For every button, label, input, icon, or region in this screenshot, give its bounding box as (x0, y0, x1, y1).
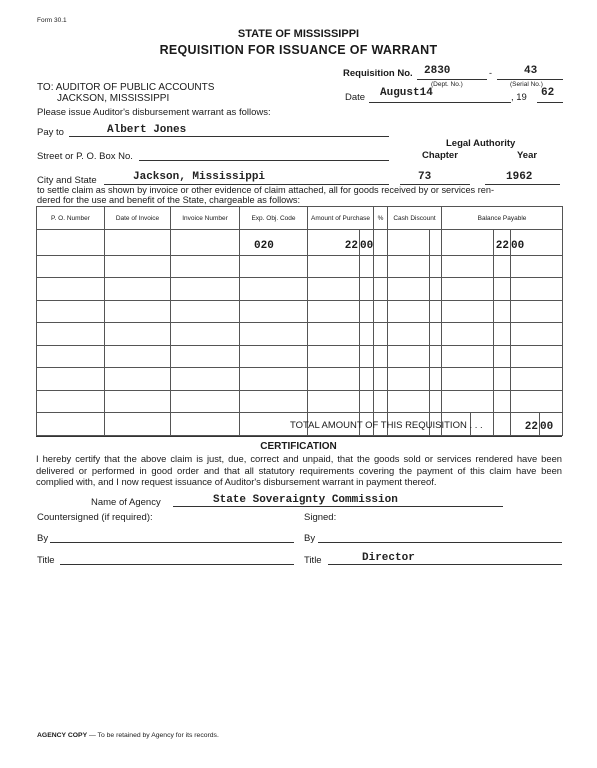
city-value[interactable]: Jackson, Mississippi (133, 171, 266, 183)
agency-value[interactable]: State Soveraignty Commission (213, 494, 398, 506)
agency-label: Name of Agency (91, 497, 161, 508)
page-title: REQUISITION FOR ISSUANCE OF WARRANT (159, 43, 438, 57)
to-line-2: JACKSON, MISSISSIPPI (57, 93, 170, 104)
requisition-label: Requisition No. (343, 68, 413, 79)
amount-dollars-cell[interactable]: 22 (308, 230, 360, 256)
title-line-right[interactable] (328, 564, 562, 565)
serial-number-label: (Serial No.) (510, 81, 543, 88)
requisition-dash: - (489, 68, 492, 78)
table-row (37, 323, 563, 346)
dept-number-value[interactable]: 2830 (424, 65, 451, 77)
date-year-value[interactable]: 62 (541, 87, 555, 99)
city-label: City and State (37, 175, 97, 186)
table-row (37, 278, 563, 301)
year-label: Year (517, 150, 538, 161)
total-cents[interactable]: 00 (540, 421, 554, 433)
title-right-value[interactable]: Director (362, 552, 415, 564)
street-label: Street or P. O. Box No. (37, 151, 133, 162)
title-label-left: Title (37, 555, 55, 566)
amount-cents-cell[interactable]: 00 (360, 230, 374, 256)
table-row (37, 230, 563, 256)
title-line-left[interactable] (60, 564, 294, 565)
header-exp-obj-code: Exp. Obj. Code (240, 207, 308, 230)
pay-to-value[interactable]: Albert Jones (107, 124, 187, 136)
exp-code-cell[interactable]: 020 (240, 230, 308, 256)
state-heading: STATE OF MISSISSIPPI (237, 28, 360, 40)
date-value[interactable]: August14 (380, 87, 433, 99)
countersigned-label: Countersigned (if required): (37, 512, 153, 523)
legal-year-value[interactable]: 1962 (506, 171, 533, 183)
chapter-label: Chapter (422, 150, 458, 161)
header-balance-payable: Balance Payable (442, 207, 563, 230)
table-row (37, 300, 563, 323)
by-label-right: By (304, 533, 316, 544)
form-number: Form 30.1 (37, 17, 67, 24)
total-bottom-rule (36, 436, 562, 437)
table-header-row (37, 207, 563, 230)
table-row (37, 368, 563, 391)
header-invoice-number: Invoice Number (171, 207, 240, 230)
table-row (37, 345, 563, 368)
by-label-left: By (37, 533, 49, 544)
header-percent: % (374, 207, 388, 230)
title-label-right: Title (304, 555, 322, 566)
agency-copy-note: — To be retained by Agency for its records. (87, 732, 219, 739)
header-cash-discount: Cash Discount (388, 207, 442, 230)
balance-dollars-cell[interactable]: 22 (494, 230, 511, 256)
header-date-of-invoice: Date of Invoice (105, 207, 171, 230)
certification-text: I hereby certify that the above claim is just, due, correct and unpaid, that the goods sold or services rendered have been delivered or performed in good order and that all statutory requirements covering the payment of this claim have been complied with, and I now request issuance of Auditor's disbursement warrant in payment thereof. (36, 453, 562, 488)
certification-heading: CERTIFICATION (260, 441, 337, 452)
header-po-number: P. O. Number (37, 207, 105, 230)
year-prefix: , 19 (511, 92, 527, 103)
pay-to-label: Pay to (37, 127, 64, 138)
table-row (37, 390, 563, 413)
serial-number-value[interactable]: 43 (524, 65, 538, 77)
agency-copy-label: AGENCY COPY (37, 732, 88, 739)
please-issue-text: Please issue Auditor's disbursement warrant as follows: (37, 107, 271, 118)
settle-text-2: dered for the use and benefit of the State, chargeable as follows: (37, 195, 301, 205)
header-amount-of-purchase: Amount of Purchase (308, 207, 374, 230)
total-label: TOTAL AMOUNT OF THIS REQUISITION . . . (290, 420, 483, 431)
chapter-value[interactable]: 73 (418, 171, 432, 183)
dept-number-label: (Dept. No.) (431, 81, 463, 88)
table-row (37, 255, 563, 278)
balance-cents-cell[interactable]: 00 (511, 230, 563, 256)
by-signature-line-right[interactable] (318, 542, 562, 543)
ledger-table (36, 206, 563, 436)
to-line-1: TO: AUDITOR OF PUBLIC ACCOUNTS (37, 82, 215, 93)
total-dollars[interactable]: 22 (524, 421, 538, 433)
footer-note (37, 732, 219, 739)
by-signature-line-left[interactable] (50, 542, 294, 543)
date-label: Date (345, 92, 366, 103)
settle-text-1: to settle claim as shown by invoice or other evidence of claim attached, all for goods received by or services ren- (37, 185, 495, 195)
legal-authority-heading: Legal Authority (446, 138, 516, 149)
signed-label: Signed: (304, 512, 337, 523)
